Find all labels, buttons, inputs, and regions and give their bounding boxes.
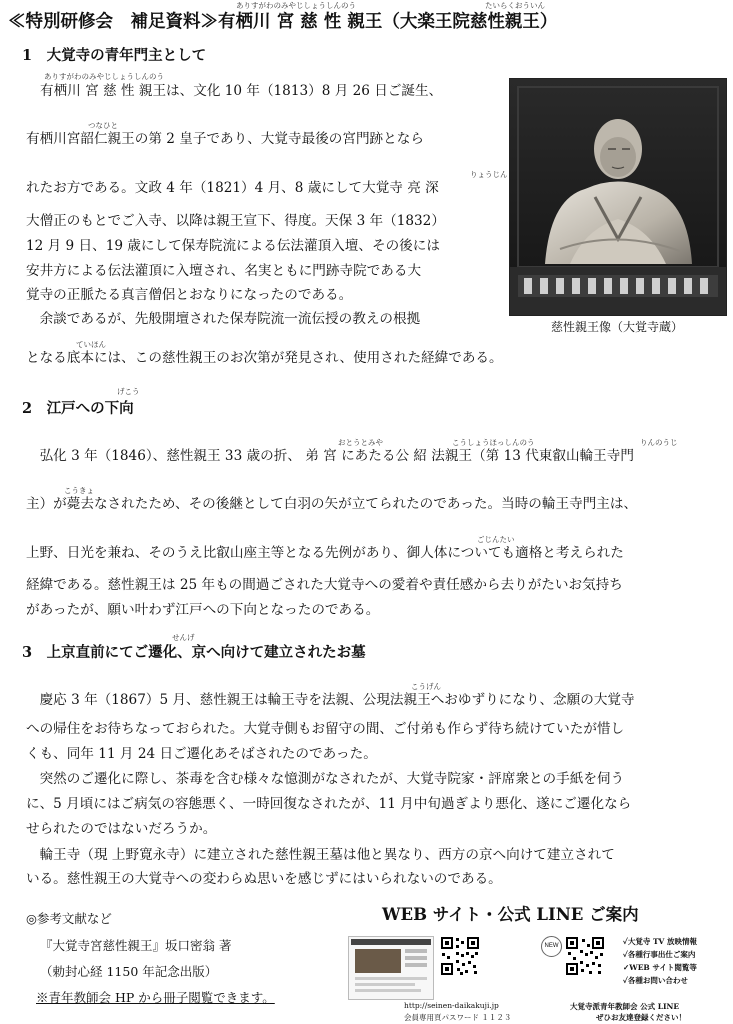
monk-statue-image xyxy=(510,79,726,315)
section-3-line: いる。慈性親王の大覚寺への変わらぬ思いを感じずにはいられないのである。 xyxy=(26,871,502,887)
section-1-heading: 1 大覚寺の青年門主として xyxy=(22,47,207,64)
section-1-line: 覚寺の正脈たる真言僧侶とおなりになったのである。 xyxy=(26,287,353,303)
section-1-line: となる底本には、この慈性親王のお次第が発見され、使用された経緯である。 xyxy=(26,350,503,366)
section-2-line: があったが、願い叶わず江戸への下向となったのである。 xyxy=(26,602,380,618)
ruby: ていほん xyxy=(76,340,106,349)
section-1-line: 12 月 9 日、19 歳にして保寿院流による伝法灌頂入壇、その後には xyxy=(26,238,440,254)
ruby: りんのうじ xyxy=(640,438,678,447)
ruby: こうきょ xyxy=(64,486,94,495)
section-3-line: くも、同年 11 月 24 日ご遷化あそばされたのであった。 xyxy=(26,746,377,762)
line-cta: ぜひお友達登録ください！ xyxy=(596,1013,686,1022)
reference-link[interactable]: ※青年教師会 HP から冊子閲覧できます。 xyxy=(36,990,275,1005)
section-3-line: への帰住をお待ちなっておられた。大覚寺側もお留守の間、ご付弟も作らず待ち続けていたが惜し xyxy=(26,721,625,737)
section-3-line: 輪王寺（現 上野寛永寺）に建立された慈性親王墓は他と異なり、西方の京へ向けて建立されて xyxy=(26,847,615,863)
ruby: ごじんたい xyxy=(477,535,515,544)
reference-note: （勅封心経 1150 年記念出版） xyxy=(40,964,218,979)
line-feature-item: ✓WEB サイト閲覧等 xyxy=(623,963,697,972)
references-heading: ◎参考文献など xyxy=(26,911,112,926)
heading-ruby: げこう xyxy=(117,387,140,396)
ruby: こうげん xyxy=(411,682,441,691)
line-feature-item: ✓各種行事出仕ご案内 xyxy=(623,950,696,959)
line-account-name: 大覚寺派青年教師会 公式 LINE xyxy=(570,1002,680,1011)
ruby: こうしょうほっしんのう xyxy=(452,438,535,447)
section-1-line: 有栖川 宮 慈 性 親王は、文化 10 年（1813）8 月 26 日ご誕生、 xyxy=(40,83,443,99)
title-ruby-temple: たいらくおういん xyxy=(485,1,545,10)
heading-ruby: せんげ xyxy=(172,633,195,642)
website-password: 会員専用頁パスワード １１２３ xyxy=(404,1013,512,1022)
website-url[interactable]: http://seinen-daikakuji.jp xyxy=(404,1001,499,1010)
section-3-line: 慶応 3 年（1867）5 月、慈性親王は輪王寺を法親、公現法親王へおゆずりになり、念願の大覚寺 xyxy=(26,692,635,708)
new-badge: NEW xyxy=(541,936,562,957)
ruby: りょうじん xyxy=(470,170,508,179)
ruby: おとうとみや xyxy=(338,438,383,447)
website-screenshot xyxy=(348,936,434,1000)
line-feature-item: ✓各種お問い合わせ xyxy=(623,976,688,985)
ruby: つなひと xyxy=(88,121,118,130)
line-feature-item: ✓大覚寺 TV 放映情報 xyxy=(623,937,697,946)
portrait-photo xyxy=(509,78,727,316)
section-3-line: せられたのではないだろうか。 xyxy=(26,821,217,837)
portrait-caption: 慈性親王像（大覚寺蔵） xyxy=(550,320,683,334)
section-2-line: 主）が薨去なされたため、その後継として白羽の矢が立てられたのであった。当時の輪王寺門主は、 xyxy=(26,496,638,512)
section-1-line: 余談であるが、先般開壇された保寿院流一流伝授の教えの根拠 xyxy=(26,311,421,327)
page-title: ≪特別研修会 補足資料≫有栖川 宮 慈 性 親王（大楽王院慈性親王） xyxy=(8,12,558,32)
ruby: ありすがわのみやじしょうしんのう xyxy=(44,72,164,81)
title-ruby-name: ありすがわのみやじしょうしんのう xyxy=(236,1,356,10)
section-3-line: 突然のご遷化に際し、茶毒を含む様々な憶測がなされたが、大覚寺院家・評席衆との手紙を伺う xyxy=(26,771,625,787)
section-2-line: 上野、日光を兼ね、そのうえ比叡山座主等となる先例があり、御人体についても適格と考えられた xyxy=(26,545,624,561)
section-1-line: 有栖川宮韶仁親王の第 2 皇子であり、大覚寺最後の宮門跡となら xyxy=(26,131,424,147)
section-2-line: 経緯である。慈性親王は 25 年もの間過ごされた大覚寺への愛着や責任感から去りがたいお気持ち xyxy=(26,577,623,593)
section-1-line: 大僧正のもとでご入寺、以降は親王宣下、得度。天保 3 年（1832） xyxy=(26,213,445,229)
reference-book: 『大覚寺宮慈性親王』坂口密翁 著 xyxy=(40,938,232,953)
section-2-heading: 2 江戸への下向 xyxy=(22,400,134,417)
section-1-line: れたお方である。文政 4 年（1821）4 月、8 歳にして大覚寺 亮 深 xyxy=(26,180,439,196)
section-2-line: 弘化 3 年（1846）、慈性親王 33 歳の折、 弟 宮 にあたる公 紹 法親王（第 13 代東叡山輪王寺門 xyxy=(26,448,634,464)
website-qr-code[interactable] xyxy=(440,936,480,980)
section-3-line: に、5 月頃にはご病気の容態悪く、一時回復なされたが、11 月中旬過ぎより悪化、遂にご遷化なら xyxy=(26,796,632,812)
section-1-line: 安井方による伝法灌頂に入壇され、名実ともに門跡寺院である大 xyxy=(26,263,422,279)
footer-title: WEB サイト・公式 LINE ご案内 xyxy=(382,905,639,924)
line-qr-code[interactable] xyxy=(565,936,605,980)
line-feature-list xyxy=(623,935,697,987)
section-3-heading: 3 上京直前にてご遷化、京へ向けて建立されたお墓 xyxy=(22,644,366,661)
